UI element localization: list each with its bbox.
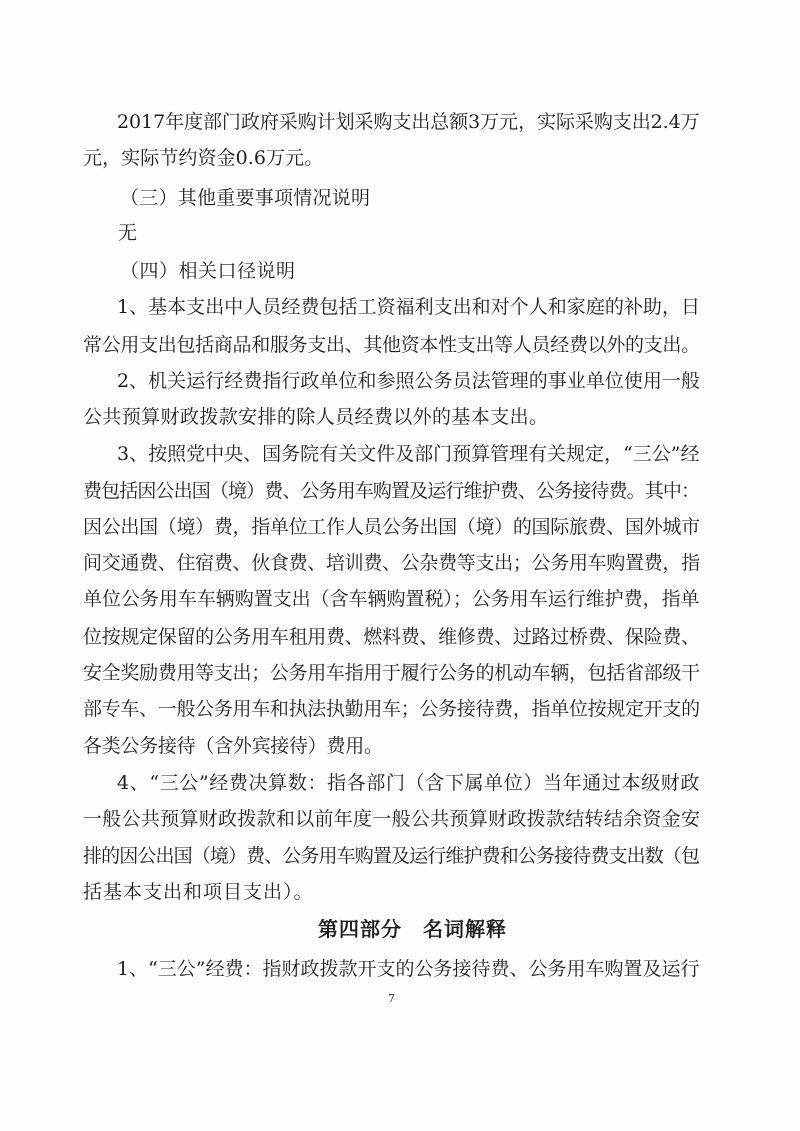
text-line: （三）其他重要事项情况说明 — [120, 187, 371, 209]
text-line: 公共预算财政拨款安排的除人员经费以外的基本支出。 — [83, 406, 549, 428]
text-line: 费包括因公出国（境）费、公务用车购置及运行维护费、公务接待费。其中： — [83, 480, 700, 502]
text-line: 2、机关运行经费指行政单位和参照公务员法管理的事业单位使用一般 — [117, 370, 701, 392]
text-line: 位按规定保留的公务用车租用费、燃料费、维修费、过路过桥费、保险费、 — [83, 626, 700, 648]
text-line: 间交通费、住宿费、伙食费、培训费、公杂费等支出；公务用车购置费，指 — [83, 552, 700, 574]
text-line: （四）相关口径说明 — [120, 260, 296, 282]
text-line: 元，实际节约资金0.6万元。 — [83, 147, 324, 169]
page-number: 7 — [388, 992, 395, 1005]
text-line: 常公用支出包括商品和服务支出、其他资本性支出等人员经费以外的支出。 — [83, 334, 700, 356]
text-line: 1、基本支出中人员经费包括工资福利支出和对个人和家庭的补助，日 — [117, 296, 701, 318]
text-line: 部专车、一般公务用车和执法执勤用车；公务接待费，指单位按规定开支的 — [83, 698, 700, 720]
text-line: 各类公务接待（含外宾接待）费用。 — [83, 735, 383, 757]
text-line: 4、“三公”经费决算数：指各部门（含下属单位）当年通过本级财政 — [117, 772, 701, 794]
text-line: 无 — [118, 222, 138, 244]
text-line: 单位公务用车车辆购置支出（含车辆购置税）；公务用车运行维护费，指单 — [83, 588, 700, 610]
text-line: 3、按照党中央、国务院有关文件及部门预算管理有关规定，“三公”经 — [117, 443, 700, 465]
text-line: 2017年度部门政府采购计划采购支出总额3万元，实际采购支出2.4万 — [117, 111, 700, 133]
text-line: 括基本支出和项目支出）。 — [83, 881, 314, 903]
text-line: 安全奖励费用等支出；公务用车指用于履行公务的机动车辆，包括省部级干 — [83, 662, 700, 684]
section-heading: 第四部分 名词解释 — [318, 917, 507, 941]
text-line: 1、“三公”经费：指财政拨款开支的公务接待费、公务用车购置及运行 — [117, 958, 700, 980]
text-line: 排的因公出国（境）费、公务用车购置及运行维护费和公务接待费支出数（包 — [83, 845, 700, 867]
text-line: 一般公共预算财政拨款和以前年度一般公共预算财政拨款结转结余资金安 — [83, 808, 701, 830]
text-line: 因公出国（境）费，指单位工作人员公务出国（境）的国际旅费、国外城市 — [83, 516, 700, 538]
